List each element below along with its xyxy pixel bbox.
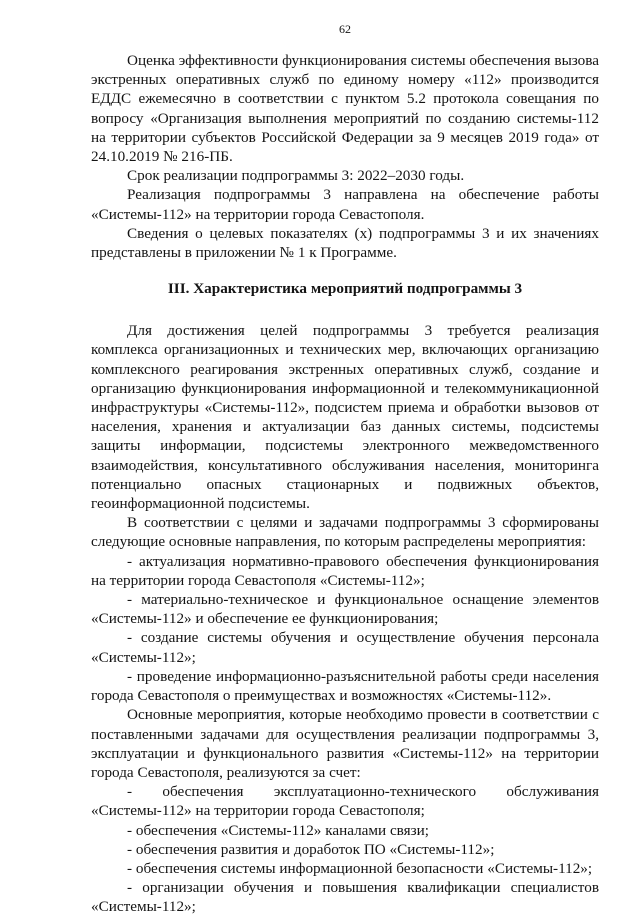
list-item-measure: - обеспечения эксплуатационно-технического обслуживания «Системы-112» на территории города Севастополя; (91, 783, 599, 820)
page-number: 62 (339, 22, 351, 36)
list-item-direction: - материально-техническое и функциональное оснащение элементов «Системы-112» и обеспечение ее функционирования; (91, 591, 599, 628)
paragraph-measures-intro: Основные мероприятия, которые необходимо провести в соответствии с поставленными задачами для осуществления реализации подпрограммы 3, эксплуатации и функционального развития «Системы-112» на территории города Севастополя, реализуются за счет: (91, 706, 599, 781)
paragraph-evaluation: Оценка эффективности функционирования системы обеспечения вызова экстренных оперативных служб по единому номеру «112» производится ЕДДС ежемесячно в соответствии с пунктом 5.2 протокола совещания по вопросу «Организация выполнения мероприятий по созданию системы-112 на территории субъектов Российской Федерации за 9 месяцев 2019 года» от 24.10.2019 № 216-ПБ. (91, 52, 599, 166)
paragraph-directions-intro: В соответствии с целями и задачами подпрограммы 3 сформированы следующие основные направления, по которым распределены мероприятия: (91, 514, 599, 551)
section-heading: III. Характеристика мероприятий подпрограммы 3 (167, 280, 523, 298)
list-item-measure: - организации обучения и повышения квалификации специалистов «Системы-112»; (91, 879, 599, 916)
list-item-measure: - обеспечения развития и доработок ПО «Системы-112»; (127, 840, 495, 858)
paragraph-purpose: Реализация подпрограммы 3 направлена на обеспечение работы «Системы-112» на территории города Севастополя. (91, 186, 599, 223)
paragraph-goals: Для достижения целей подпрограммы 3 требуется реализация комплекса организационных и технических мер, включающих организацию комплексного реагирования экстренных оперативных служб, создание и организацию функционирования информационной и телекоммуникационной инфраструктуры «Системы-112», подсистем приема и обработки вызовов от населения, хранения и актуализации баз данных системы, подсистемы защиты информации, подсистемы электронного межведомственного взаимодействия, консультативного обслуживания населения, мониторинга потенциально опасных стационарных и подвижных объектов, геоинформационной подсистемы. (91, 322, 599, 513)
list-item-direction: - создание системы обучения и осуществление обучения персонала «Системы-112»; (91, 629, 599, 666)
list-item-measure: - обеспечения «Системы-112» каналами связи; (127, 821, 429, 839)
list-item-direction: - проведение информационно-разъяснительной работы среди населения города Севастополя о преимуществах и возможностях «Системы-112». (91, 667, 599, 705)
paragraph-indicators: Сведения о целевых показателях (x) подпрограммы 3 и их значениях представлены в приложении № 1 к Программе. (91, 224, 599, 262)
list-item-measure: - обеспечения системы информационной безопасности «Системы-112»; (127, 859, 593, 877)
paragraph-term: Срок реализации подпрограммы 3: 2022–2030 годы. (127, 167, 465, 185)
list-item-direction: - актуализация нормативно-правового обеспечения функционирования на территории города Севастополя «Системы-112»; (91, 552, 599, 589)
